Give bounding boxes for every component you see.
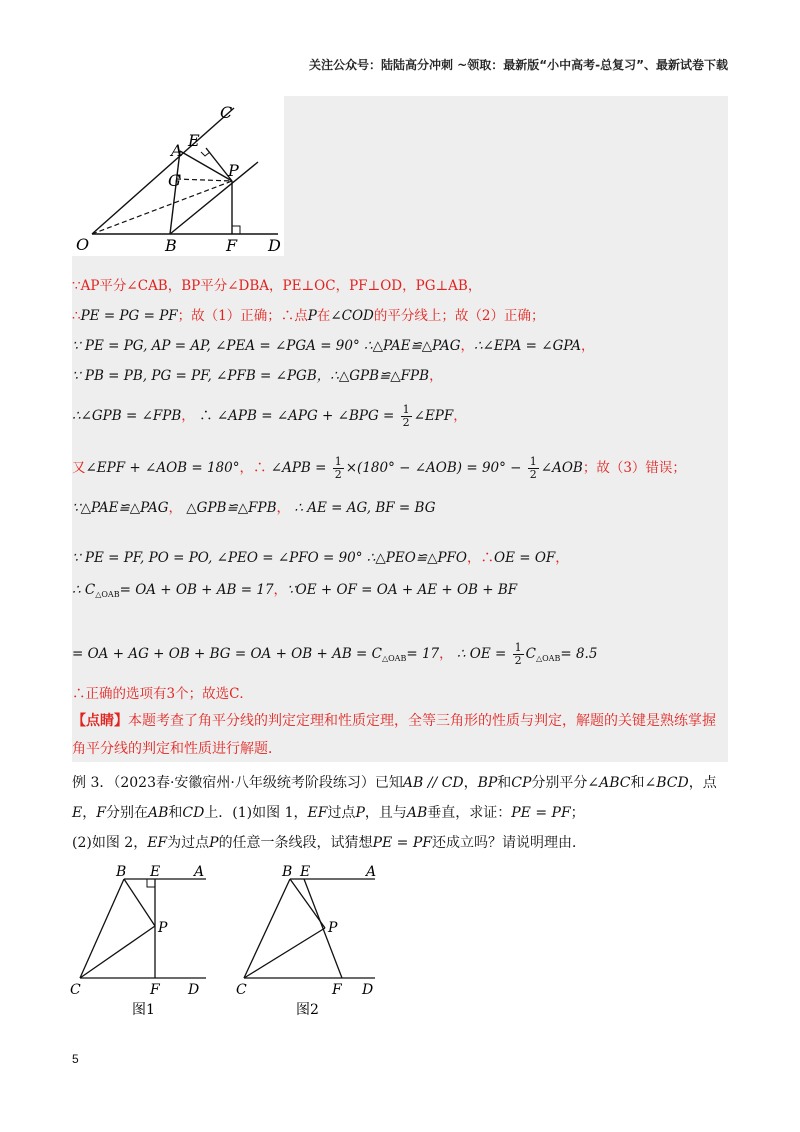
solution-line-9: ∴ $C_{\triangle OAB}=$ OA + OB + AB = 17，∵OE + OF = OA + AE + OB + BF (72, 582, 518, 599)
label-C: C (220, 103, 233, 122)
fig1-label-A: A (194, 864, 205, 880)
fig1-label-B: B (116, 864, 127, 880)
page-number: 5 (72, 1052, 79, 1066)
label-G: G (168, 171, 181, 190)
label-F: F (226, 236, 238, 255)
label-B: B (165, 236, 177, 255)
fig1-label-C: C (70, 982, 81, 998)
solution-line-4: ∵ PB = PB, PG = PF, ∠PFB = ∠PGB，∴△GPB≌△FPB， (72, 368, 443, 384)
solution-line-8: ∵ PE = PF, PO = PO, ∠PEO = ∠PFO = 90° ∴△PEO≌△PFO，∴OE = OF， (72, 550, 569, 566)
figure-2 (230, 858, 390, 1020)
label-P: P (228, 161, 239, 180)
solution-line-1: ∵AP平分∠CAB，BP平分∠DBA，PE⊥OC，PF⊥OD，PG⊥AB， (72, 278, 482, 294)
fig1-label-E: E (150, 864, 161, 880)
solution-line-5: ∴∠GPB = ∠FPB， ∴ ∠APB = ∠APG + ∠BPG = $\frac{1}{2}$ ∠EPF， (72, 403, 467, 429)
label-O: O (76, 235, 90, 254)
solution-line-3: ∵ PE = PG, AP = AP, ∠PEA = ∠PGA = 90° ∴△PAE≌△PAG，∴∠EPA = ∠GPA， (72, 338, 595, 354)
figure-angle-bisector (72, 96, 292, 260)
fig2-label-A: A (366, 864, 377, 880)
label-A: A (171, 141, 183, 160)
solution-line-2: ∴PE = PG = PF；故（1）正确；∴点P在∠COD的平分线上；故（2）正确； (72, 308, 545, 324)
label-E: E (188, 131, 200, 150)
solution-line-7: ∵△PAE≌△PAG， △GPB≌△FPB， ∴ AE = AG, BF = BG (72, 500, 436, 516)
label-D: D (268, 236, 281, 255)
example-line-1: 例 3．（2023春·安徽宿州·八年级统考阶段练习）已知AB // CD，BP和CP分别平分∠ABC和∠BCD，点 (72, 775, 717, 791)
fig1-label-P: P (158, 920, 168, 936)
fig2-label-B: B (282, 864, 293, 880)
fig2-label-E: E (300, 864, 311, 880)
solution-conclusion: ∴正确的选项有3个；故选C． (72, 686, 253, 702)
solution-line-6: 又∠EPF + ∠AOB = 180°，∴ ∠APB = $\frac{1}{2}$ ×(180° − ∠AOB) = 90° − $\frac{1}{2}$ ∠AOB；故（3）错误； (72, 455, 686, 481)
fig1-caption: 图1 (132, 1002, 155, 1018)
fig1-label-D: D (188, 982, 200, 998)
solution-line-10: = OA + AG + OB + BG = OA + OB + AB = $C_{\triangle OAB}= 17$， ∴ OE = $\frac{1}{2}$ $C_{\triangle OAB}= 8.5$ (72, 641, 598, 667)
fig2-label-C: C (236, 982, 247, 998)
note-line-1: 【点睛】本题考查了角平分线的判定定理和性质定理，全等三角形的性质与判定，解题的关键是熟练掌握 (72, 713, 716, 729)
fig1-label-F: F (150, 982, 160, 998)
fraction-half: $\frac{1}{2}$ (334, 455, 342, 481)
fraction-half: $\frac{1}{2}$ (514, 641, 522, 667)
fig2-caption: 图2 (296, 1002, 319, 1018)
example-line-2: E，F分别在AB和CD上．(1)如图 1，EF过点P，且与AB垂直，求证：PE = PF； (72, 805, 585, 821)
fig2-label-P: P (328, 920, 338, 936)
fraction-half: $\frac{1}{2}$ (402, 403, 410, 429)
example-line-3: (2)如图 2，EF为过点P的任意一条线段，试猜想PE = PF还成立吗？请说明理由． (72, 835, 586, 851)
note-line-2: 角平分线的判定和性质进行解题． (72, 741, 282, 757)
fig2-label-F: F (332, 982, 342, 998)
figure-1 (66, 858, 216, 1020)
fraction-half: $\frac{1}{2}$ (529, 455, 537, 481)
fig2-label-D: D (362, 982, 374, 998)
page-header: 关注公众号：陆陆高分冲刺 ~领取：最新版“小中高考-总复习”、最新试卷下载 (309, 58, 728, 72)
